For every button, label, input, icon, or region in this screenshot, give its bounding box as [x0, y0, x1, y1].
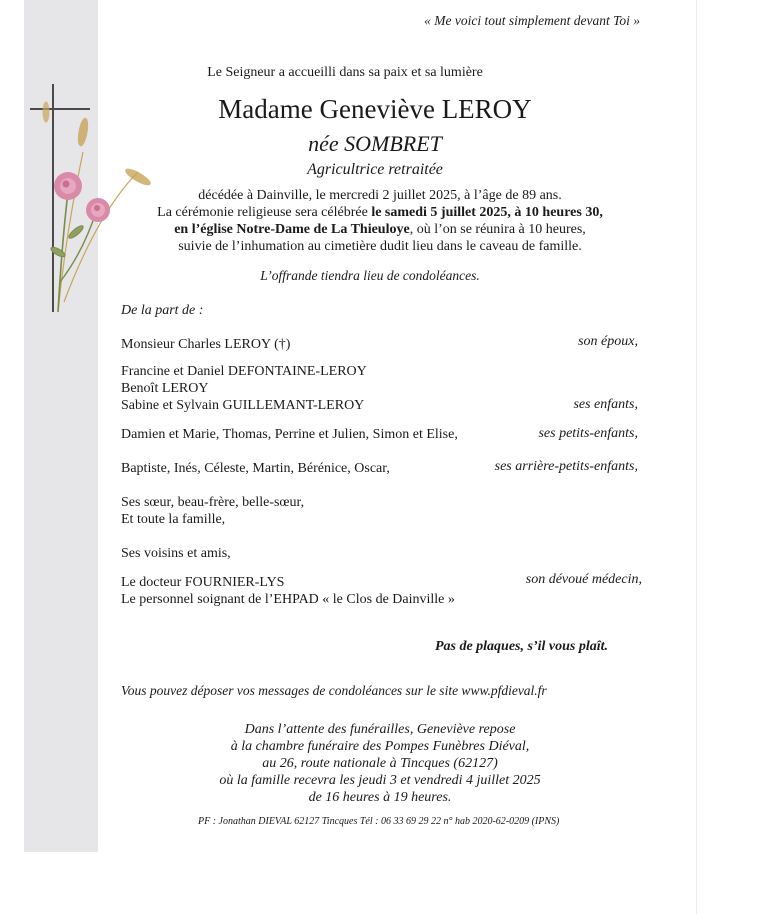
neighbors-line: Ses voisins et amis, [121, 546, 231, 561]
ceremony-date: le samedi 5 juillet 2025, à 10 heures 30, [371, 205, 603, 220]
maiden-name: née SOMBRET [308, 131, 442, 156]
spouse-name: Monsieur Charles LEROY (†) [121, 337, 291, 352]
child-3: Sabine et Sylvain GUILLEMANT-LEROY [121, 398, 365, 413]
siblings-line: Ses sœur, beau-frère, belle-sœur, [121, 495, 305, 510]
burial-line: suivie de l’inhumation au cimetière dudit lieu dans le caveau de famille. [178, 239, 582, 254]
grandchildren-relation: ses petits-enfants, [538, 426, 638, 441]
ceremony-line [100, 205, 660, 221]
visitation-line-5: de 16 heures à 19 heures. [308, 790, 452, 805]
offering-note: L’offrande tiendra lieu de condoléances. [260, 268, 480, 283]
occupation: Agricultrice retraitée [307, 161, 443, 178]
funeral-home-footer: PF : Jonathan DIEVAL 62127 Tincques Tél : 06 33 69 29 22 n° hab 2020-62-0209 (IPNS) [198, 816, 560, 827]
epigraph-quote: « Me voici tout simplement devant Toi » [424, 13, 640, 28]
paper-fold-line [696, 0, 697, 914]
intro-line: Le Seigneur a accueilli dans sa paix et sa lumière [207, 65, 483, 80]
visitation-line-3: au 26, route nationale à Tincques (62127) [262, 756, 498, 771]
doctor-relation: son dévoué médecin, [525, 572, 642, 587]
deceased-name: Madame Geneviève LEROY [218, 94, 532, 124]
care-staff-line: Le personnel soignant de l’EHPAD « le Clos de Dainville » [121, 592, 455, 607]
doctor-name: Le docteur FOURNIER-LYS [121, 575, 285, 590]
visitation-line-4: où la famille recevra les jeudi 3 et vendredi 4 juillet 2025 [219, 773, 541, 788]
gathering-time: , où l’on se réunira à 10 heures, [409, 222, 586, 237]
death-notice-line: décédée à Dainville, le mercredi 2 juillet 2025, à l’âge de 89 ans. [198, 188, 562, 203]
grandchildren-names: Damien et Marie, Thomas, Perrine et Julien, Simon et Elise, [121, 427, 458, 442]
visitation-line-1: Dans l’attente des funérailles, Geneviève repose [244, 722, 516, 737]
spouse-relation: son époux, [578, 334, 638, 349]
whole-family-line: Et toute la famille, [121, 512, 226, 527]
no-plaques-note: Pas de plaques, s’il vous plaît. [434, 639, 608, 654]
church-name: en l’église Notre-Dame de La Thieuloye [174, 222, 410, 237]
ceremony-text: La cérémonie religieuse sera célébrée [157, 205, 372, 220]
condolences-website-note: Vous pouvez déposer vos messages de condoléances sur le site www.pfdieval.fr [121, 683, 547, 698]
children-relation: ses enfants, [573, 397, 638, 412]
child-2: Benoît LEROY [121, 381, 209, 396]
great-grandchildren-relation: ses arrière-petits-enfants, [494, 459, 638, 474]
church-line [100, 222, 660, 238]
great-grandchildren-names: Baptiste, Inés, Céleste, Martin, Bérénice, Oscar, [121, 461, 390, 476]
visitation-line-2: à la chambre funéraire des Pompes Funèbres Diéval, [230, 739, 530, 754]
child-1: Francine et Daniel DEFONTAINE-LEROY [121, 364, 367, 379]
from-label: De la part de : [121, 303, 204, 318]
